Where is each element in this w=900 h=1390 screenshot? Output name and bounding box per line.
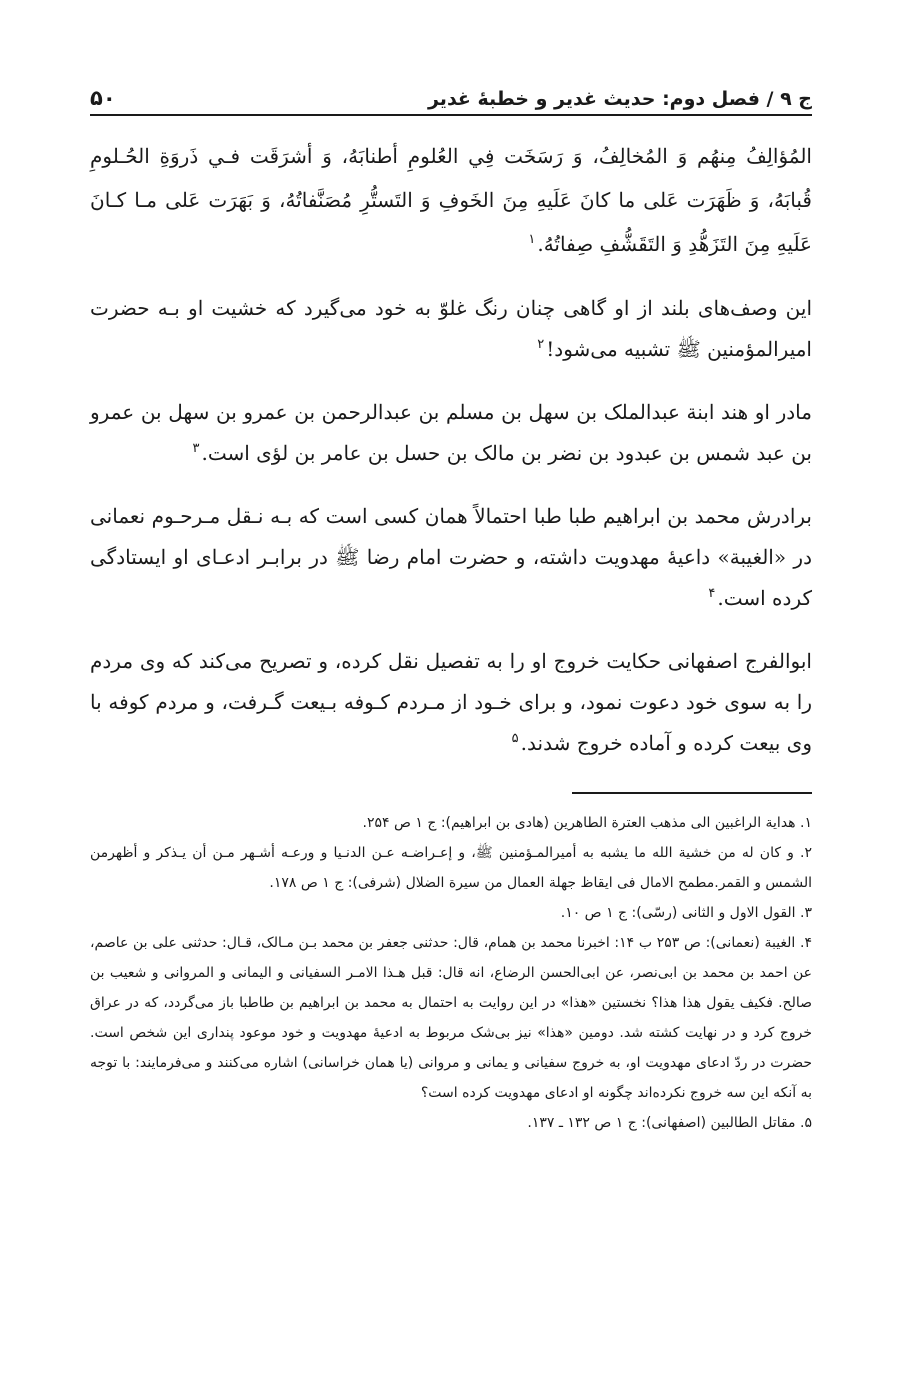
- paragraph: این وصف‌های بلند از او گاهی چنان رنگ غلوّ به خود می‌گیرد که خشیت او بـه حضرت امیرالمؤمنین ﷺ تشبیه می‌شود!$^۲$: [90, 296, 812, 361]
- footnote: ۲. و کان له من خشیة الله ما یشبه به أمیرالمـؤمنین ﷺ، و إعـراضـه عـن الدنـیا و ورعـه أشـهر مـن أن یـذکر و أظهرمن الشمس و القمر.مطمح الامال فی ایقاظ جهلة العمال من سیرة الضلال (شرفی): ج ۱ ص ۱۷۸.: [90, 845, 813, 891]
- paragraph: ابوالفرج اصفهانی حکایت خروج او را به تفصیل نقل کرده، و تصریح می‌کند که وی مردم را به سوی خود دعوت نمود، و برای خـود از مـردم کـوفه بـیعت گـرفت، و مردم کوفه با وی بیعت کرده و آماده خروج شدند.$^۵$: [90, 649, 812, 755]
- paragraph-arabic-quote: المُؤالِفُ مِنهُم وَ المُخالِفُ، وَ رَسَخَت فِي العُلومِ أطنابَهُ، وَ أشرَقَت فـي ذَروَةِ الحُـلومِ قُبابَهُ، وَ ظَهَرَت عَلى ما كانَ عَلَيهِ مِنَ الخَوفِ وَ التَستُّرِ مُصَنَّفاتُهُ، وَ بَهَرَت عَلى مـا كـانَ عَلَيهِ مِنَ التَزَهُّدِ وَ التَقَشُّفِ صِفاتُهُ.$^۱$: [90, 144, 812, 256]
- page-number: ۵۰: [90, 86, 116, 110]
- body-text: [90, 134, 812, 764]
- book-page: [90, 70, 812, 1138]
- running-title: ج ۹ / فصل دوم: حدیث غدیر و خطبهٔ غدیر: [427, 88, 812, 110]
- footnote-ref[interactable]: ۴: [708, 586, 716, 602]
- footnote-divider: [572, 792, 812, 794]
- footnotes-list: [90, 808, 812, 1138]
- paragraph: مادر او هند ابنة عبدالملک بن سهل بن مسلم بن عبدالرحمن بن عمرو بن سهل بن عمرو بن عبد شمس بن عبدود بن نضر بن مالک بن حسل بن عامر بن لؤی است.$^۳$: [90, 400, 812, 465]
- footnote-ref[interactable]: ۵: [511, 731, 519, 747]
- footnote: ۳. القول الاول و الثانی (رسّی): ج ۱ ص ۱۰.: [560, 905, 812, 921]
- footnote: ۱. هدایة الراغبین الی مذهب العترة الطاهرین (هادی بن ابراهیم): ج ۱ ص ۲۵۴.: [362, 815, 812, 831]
- footnote-ref[interactable]: ۱: [528, 232, 536, 248]
- page-header: [90, 70, 812, 116]
- footnote-ref[interactable]: ۲: [537, 337, 545, 353]
- paragraph: برادرش محمد بن ابراهیم طبا طبا احتمالاً همان کسی است که بـه نـقل مـرحـوم نعمانی در «الغیبة» داعیهٔ مهدویت داشته، و حضرت امام رضا ﷺ در برابـر ادعـای او ایستادگی کرده است.$^۴$: [90, 504, 812, 610]
- footnote: ۵. مقاتل الطالبین (اصفهانی): ج ۱ ص ۱۳۲ ـ ۱۳۷.: [527, 1115, 812, 1131]
- footnote: ۴. الغیبة (نعمانی): ص ۲۵۳ ب ۱۴: اخبرنا محمد بن همام، قال: حدثنی جعفر بن محمد بـن مـالک، قـال: حدثنی علی بن عاصم، عن احمد بن محمد بن ابی‌نصر، عن ابی‌الحسن الرضاع، انه قال: قبل هـذا الامـر السفیانی و الیمانی و المروانی و شعیب بن صالح. فکیف یقول هذا هذا؟ نخستین «هذا» در این روایت به احتمال به محمد بن ابراهیم بن طاطبا باز می‌گردد، که در عراق خروج کرد و در نهایت کشته شد. دومین «هذا» نیز بی‌شک مربوط به ادعیهٔ مهدویت و خود موعود پنداری این شخص است. حضرت در ردّ ادعای مهدویت او، به خروج سفیانی و یمانی و مروانی (یا همان خراسانی) اشاره می‌کنند و می‌فرمایند: با توجه به آنکه این سه خروج نکرده‌اند چگونه او ادعای مهدویت کرده است؟: [90, 935, 812, 1101]
- footnote-ref[interactable]: ۳: [192, 441, 200, 457]
